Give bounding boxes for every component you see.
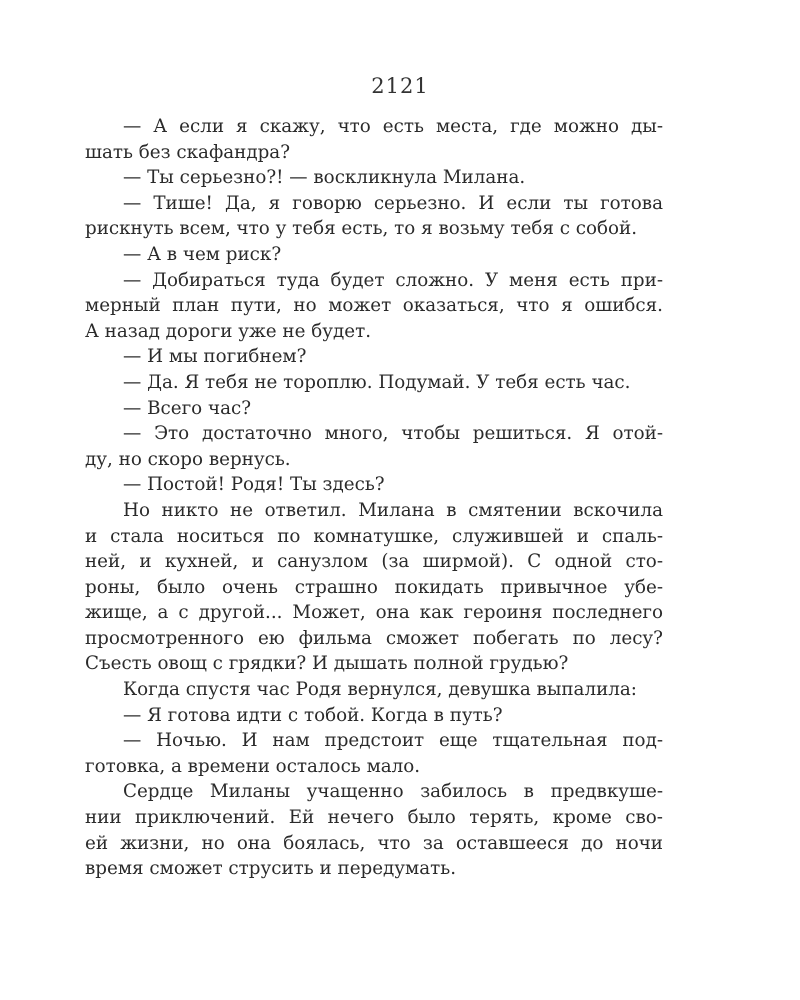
text-line: А назад дороги уже не будет. bbox=[85, 320, 372, 342]
text-line: ду, но скоро вернусь. bbox=[85, 448, 291, 470]
text-line: — Добираться туда будет сложно. У меня есть при- bbox=[123, 269, 663, 291]
text-line: нии приключений. Ей нечего было терять, кроме сво- bbox=[85, 807, 663, 829]
text-line: Сердце Миланы учащенно забилось в предвкуше- bbox=[123, 781, 663, 803]
text-line: готовка, а времени осталось мало. bbox=[85, 755, 421, 777]
page-title: 2121 bbox=[371, 74, 429, 98]
text-line: Когда спустя час Родя вернулся, девушка выпалила: bbox=[123, 679, 637, 701]
text-line: — И мы погибнем? bbox=[123, 346, 307, 368]
text-line: время сможет струсить и передумать. bbox=[85, 858, 457, 880]
text-line: рискнуть всем, что у тебя есть, то я возьму тебя с собой. bbox=[85, 218, 638, 240]
text-line: — Я готова идти с тобой. Когда в путь? bbox=[123, 704, 503, 726]
text-line: Съесть овощ с грядки? И дышать полной грудью? bbox=[85, 653, 569, 675]
text-line: Но никто не ответил. Милана в смятении вскочила bbox=[123, 499, 663, 521]
text-line: — Ты серьезно?! — воскликнула Милана. bbox=[123, 167, 526, 189]
text-line: и стала носиться по комнатушке, служившей и спаль- bbox=[85, 525, 663, 547]
text-line: — А если я скажу, что есть места, где можно ды- bbox=[123, 116, 663, 137]
text-line: — А в чем риск? bbox=[123, 243, 282, 265]
text-line: ей жизни, но она боялась, что за оставшееся до ночи bbox=[85, 832, 663, 854]
text-line: — Ночью. И нам предстоит еще тщательная под- bbox=[123, 730, 663, 752]
text-line: жище, а с другой... Может, она как героиня последнего bbox=[85, 602, 663, 624]
text-line: — Всего час? bbox=[123, 397, 252, 419]
text-line: просмотренного ею фильма сможет побегать по лесу? bbox=[85, 627, 663, 649]
text-line: шать без скафандра? bbox=[85, 141, 290, 163]
text-line: роны, было очень страшно покидать привычное убе- bbox=[85, 576, 663, 598]
text-line: — Тише! Да, я говорю серьезно. И если ты готова bbox=[123, 192, 663, 214]
text-line: ней, и кухней, и санузлом (за ширмой). С одной сто- bbox=[85, 551, 663, 573]
text-line: — Это достаточно много, чтобы решиться. Я отой- bbox=[123, 423, 663, 445]
text-line: — Постой! Родя! Ты здесь? bbox=[123, 474, 385, 496]
text-line: мерный план пути, но может оказаться, что я ошибся. bbox=[85, 295, 663, 317]
text-line: — Да. Я тебя не тороплю. Подумай. У тебя есть час. bbox=[123, 371, 631, 393]
body-text bbox=[85, 114, 663, 882]
